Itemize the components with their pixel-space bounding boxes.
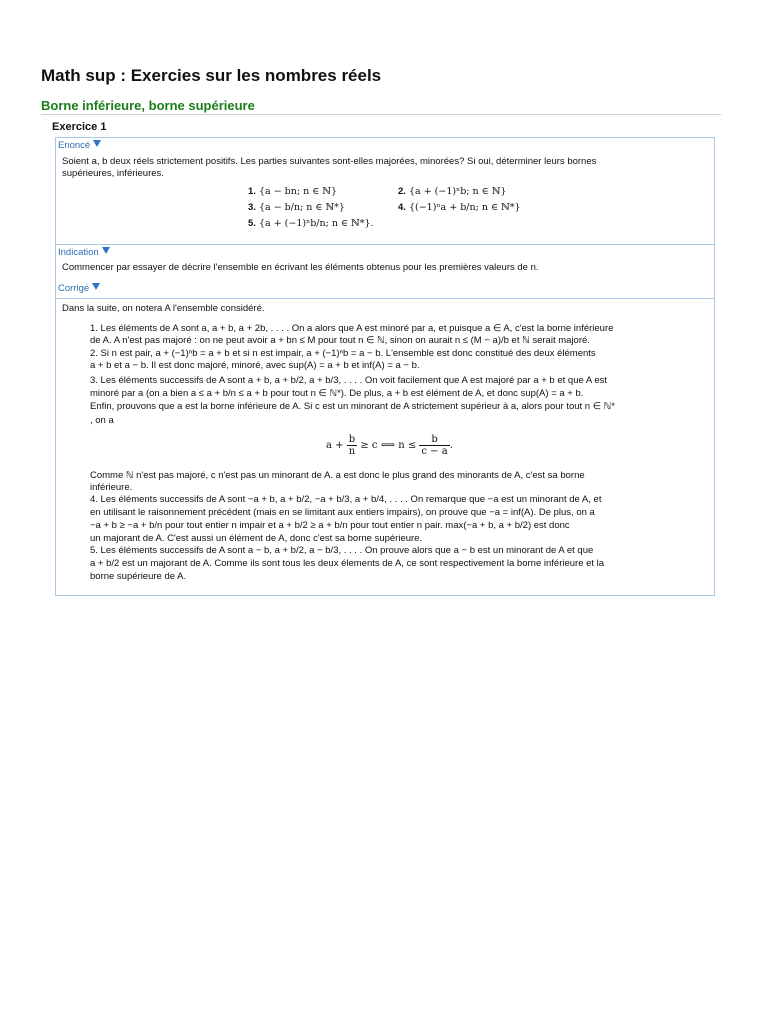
tab-indication[interactable]: [58, 247, 110, 258]
corrige-line: Comme ℕ n'est pas majoré, c n'est pas un minorant de A. a est donc le plus grand des minorants de A, c'est sa borne: [90, 470, 585, 481]
indication-text: Commencer par essayer de décrire l'ensemble en écrivant les éléments obtenus pour les premières valeurs de n.: [62, 262, 539, 273]
set-item: 2. {a + (−1)ⁿb; n ∈ ℕ}: [398, 186, 507, 197]
corrige-line: 4. Les éléments successifs de A sont −a + b, a + b/2, −a + b/3, a + b/4, . . . . On remarque que −a est un minorant de A, et: [90, 494, 602, 505]
corrige-line: borne supérieure de A.: [90, 571, 187, 582]
corrige-line: de A. A n'est pas majoré : on ne peut avoir a + bn ≤ M pour tout n ∈ ℕ, sinon on aurait n ≤ (M − a)/b et ℕ serait majoré.: [90, 335, 590, 346]
fraction-b-over-n: $\frac{b}{n}$: [348, 434, 356, 457]
corrige-divider: [56, 298, 714, 299]
page-title: Math sup : Exercies sur les nombres réels: [41, 66, 382, 85]
section-divider: [41, 114, 721, 115]
corrige-line: , on a: [90, 415, 114, 426]
exercise-panel: [55, 137, 715, 596]
tab-corrige-label: Corrigé: [58, 283, 90, 294]
corrige-line: en utilisant le raisonnement précédent (mais en se limitant aux entiers impairs), on prouve que −a = inf(A). De plus, on a: [90, 507, 595, 518]
tab-corrige[interactable]: [58, 283, 100, 294]
exercise-label: Exercice 1: [52, 121, 107, 133]
triangle-down-icon: [93, 140, 101, 147]
tab-indication-label: Indication: [58, 247, 99, 258]
corrige-line: 1. Les éléments de A sont a, a + b, a + 2b, . . . . On a alors que A est minoré par a, et puisque a ∈ A, c'est la borne inférieure: [90, 323, 614, 334]
enonce-divider: [56, 244, 714, 245]
corrige-line: Enfin, prouvons que a est la borne inférieure de A. Si c est un minorant de A strictement supérieur à a, alors pour tout n ∈ ℕ*: [90, 401, 615, 412]
corrige-intro: Dans la suite, on notera A l'ensemble considéré.: [62, 303, 265, 314]
corrige-line: 5. Les éléments successifs de A sont a − b, a + b/2, a − b/3, . . . . On prouve alors que a − b est un minorant de A et que: [90, 545, 594, 556]
corrige-line: un majorant de A. C'est aussi un élément de A, donc c'est sa borne supérieure.: [90, 533, 423, 544]
corrige-line: inférieure.: [90, 482, 133, 493]
set-item: 1. {a − bn; n ∈ ℕ}: [248, 186, 338, 197]
set-item: 3. {a − b/n; n ∈ ℕ*}: [248, 202, 345, 213]
set-item: 5. {a + (−1)ⁿb/n; n ∈ ℕ*}.: [248, 218, 374, 229]
set-item: 4. {(−1)ⁿa + b/n; n ∈ ℕ*}: [398, 202, 521, 213]
triangle-down-icon: [102, 247, 110, 254]
tab-enonce-label: Enoncé: [58, 140, 91, 151]
triangle-down-icon: [92, 283, 100, 290]
fraction-b-over-c-minus-a: $\frac{b}{c - a}$: [421, 434, 448, 457]
corrige-line: 2. Si n est pair, a + (−1)ⁿb = a + b et si n est impair, a + (−1)ⁿb = a − b. L'ensemble est donc constitué des deux éléments: [90, 348, 596, 359]
corrige-line: a + b et a − b. Il est donc majoré, minoré, avec sup(A) = a + b et inf(A) = a − b.: [90, 360, 420, 371]
enonce-text-line-1: Soient a, b deux réels strictement positifs. Les parties suivantes sont-elles majorées, minorées? Si oui, déterminer leurs bornes: [62, 156, 597, 167]
corrige-line: a + b/2 est un majorant de A. Comme ils sont tous les deux élements de A, ce sont respectivement la borne inférieure et la: [90, 558, 605, 569]
enonce-text-line-2: supérieures, inférieures.: [62, 168, 164, 179]
section-title: Borne inférieure, borne supérieure: [41, 98, 255, 113]
tab-enonce[interactable]: [58, 140, 101, 151]
corrige-line: minoré par a (on a bien a ≤ a + b/n ≤ a + b pour tout n ∈ ℕ*). De plus, a + b est élément de A, et donc sup(A) = a + b.: [90, 388, 584, 399]
inequality-formula: a + $\frac{b}{n}$ ≥ c ⟺ n ≤ $\frac{b}{c - a}$ .: [326, 434, 453, 457]
corrige-line: −a + b ≥ −a + b/n pour tout entier n impair et a + b/2 ≥ a + b/n pour tout entier n pair. max(−a + b, a + b/2) est donc: [90, 520, 570, 531]
corrige-line: 3. Les éléments successifs de A sont a + b, a + b/2, a + b/3, . . . . On voit facilement que A est majoré par a + b et que A est: [90, 375, 608, 386]
